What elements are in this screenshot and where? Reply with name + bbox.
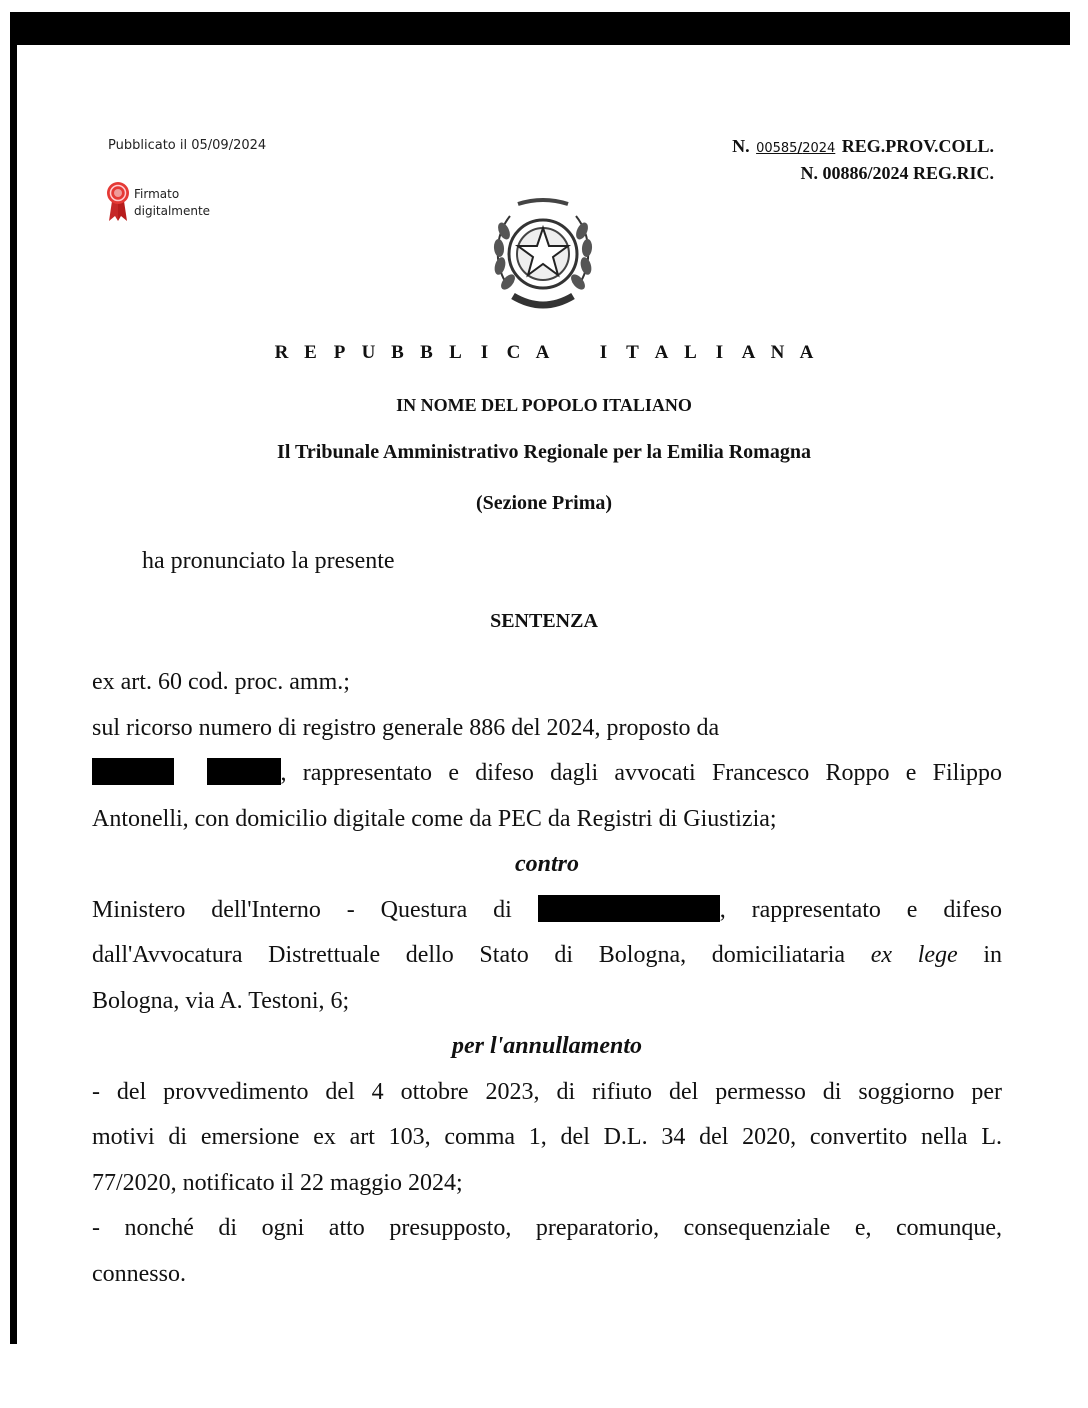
spaced-letter: N (770, 342, 785, 363)
provvedimento-line-1: - del provvedimento del 4 ottobre 2023, di rifiuto del permesso di soggiorno per (92, 1078, 1002, 1105)
italian-republic-emblem (488, 196, 598, 318)
spaced-letter: A (654, 342, 669, 363)
body-text (92, 660, 1002, 1297)
redaction-block (92, 758, 174, 785)
spaced-letter: A (799, 342, 814, 363)
scan-border-left (10, 12, 17, 1344)
spaced-letter: B (391, 342, 404, 363)
spaced-letter: I (480, 342, 489, 363)
republica-heading (0, 342, 1088, 364)
spaced-letter: R (274, 342, 289, 363)
bologna-line: Bologna, via A. Testoni, 6; (92, 987, 350, 1014)
spaced-letter: E (304, 342, 317, 363)
nonche-line-1: - nonché di ogni atto presupposto, preparatorio, consequenziale e, comunque, (92, 1215, 1002, 1241)
reg-ric: N. 00886/2024 REG.RIC. (800, 163, 994, 183)
sezione-heading: (Sezione Prima) (475, 492, 613, 514)
reg-prov-coll: N. 00585/2024 REG.PROV.COLL. (732, 136, 994, 156)
ricorso-line: sul ricorso numero di registro generale 886 del 2024, proposto da (92, 714, 720, 741)
spaced-letter: U (361, 342, 376, 363)
spaced-letter: I (715, 342, 724, 363)
reg-number: 00585/2024 (756, 141, 836, 156)
ex-art-line: ex art. 60 cod. proc. amm.; (92, 669, 350, 695)
provvedimento-line-2: motivi di emersione ex art 103, comma 1, del D.L. 34 del 2020, convertito nella L. (92, 1124, 1002, 1150)
spaced-letter: L (449, 342, 462, 363)
scan-border-top (10, 12, 1070, 45)
digital-signature-seal: Firmato digitalmente (106, 181, 210, 223)
registry-numbers (732, 134, 994, 185)
spaced-letter: B (420, 342, 433, 363)
spaced-letter: A (741, 342, 756, 363)
sentenza-heading: SENTENZA (490, 610, 598, 632)
tribunale-heading: Il Tribunale Amministrativo Regionale per la Emilia Romagna (277, 441, 811, 463)
pronunciato-line: ha pronunciato la presente (142, 548, 395, 574)
provvedimento-line-3: 77/2020, notificato il 22 maggio 2024; (92, 1169, 463, 1196)
spaced-letter: L (684, 342, 697, 363)
published-date: Pubblicato il 05/09/2024 (108, 138, 267, 153)
ministero-line: Ministero dell'Interno - Questura di , rappresentato e difeso (92, 896, 1002, 923)
redaction-block (207, 758, 281, 785)
spaced-letter: P (333, 342, 346, 363)
rosette-icon (106, 181, 130, 223)
spaced-letter: C (506, 342, 521, 363)
spaced-letter: A (535, 342, 550, 363)
nome-popolo: IN NOME DEL POPOLO ITALIANO (396, 395, 692, 415)
annullamento-heading: per l'annullamento (451, 1033, 643, 1059)
nonche-line-2: connesso. (92, 1260, 186, 1287)
avvocatura-line: dall'Avvocatura Distrettuale dello Stato di Bologna, domiciliataria ex lege in (92, 942, 1003, 968)
spaced-letter: I (599, 342, 608, 363)
ricorrente-line: , rappresentato e difeso dagli avvocati Francesco Roppo e Filippo (92, 751, 1002, 797)
redaction-block (538, 895, 720, 922)
antonelli-line: Antonelli, con domicilio digitale come da PEC da Registri di Giustizia; (92, 805, 777, 832)
contro-heading: contro (514, 851, 579, 877)
spaced-letter: T (626, 342, 639, 363)
